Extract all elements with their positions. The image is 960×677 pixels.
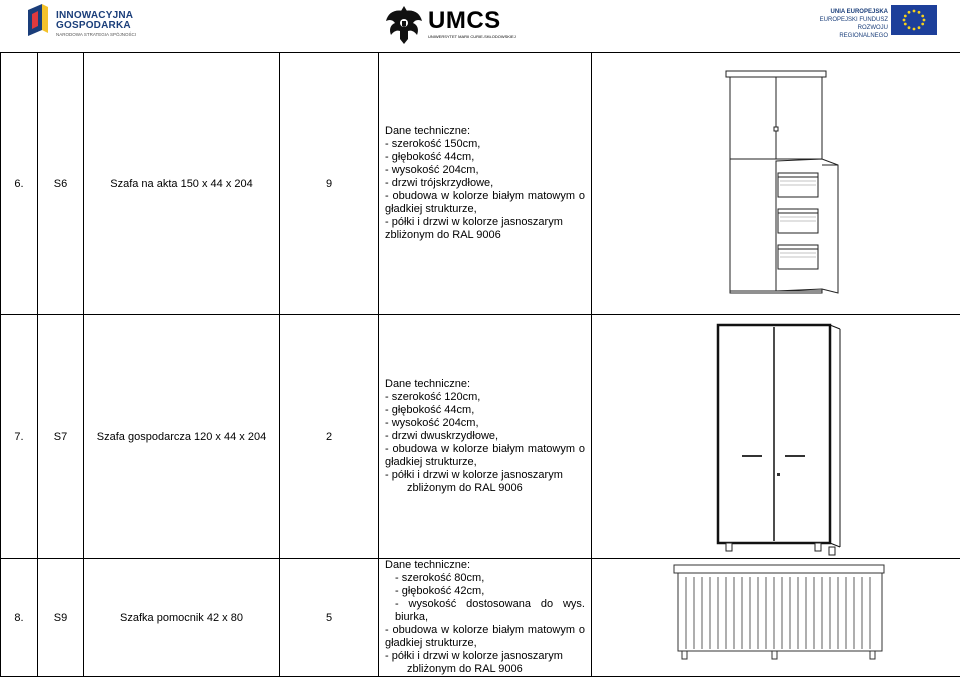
eu-logo-line3: ROZWOJU REGIONALNEGO xyxy=(808,24,888,40)
page-header xyxy=(0,0,960,50)
desc-line: Dane techniczne: xyxy=(385,378,585,391)
desc-line: - półki i drzwi w kolorze jasnoszarym xyxy=(385,469,585,482)
item-description xyxy=(379,559,592,677)
desc-line: - drzwi dwuskrzydłowe, xyxy=(385,430,585,443)
row-number: 6. xyxy=(1,53,38,315)
table-row xyxy=(1,315,960,559)
desc-line: - obudowa w kolorze białym matowym o gładkiej strukturze, xyxy=(385,190,585,216)
item-name: Szafa na akta 150 x 44 x 204 xyxy=(84,53,280,315)
item-description xyxy=(379,53,592,315)
sideboard-illustration xyxy=(672,563,886,663)
eu-flag-icon xyxy=(891,5,937,35)
item-code: S6 xyxy=(38,53,84,315)
eu-logo xyxy=(808,5,938,37)
desc-line: - szerokość 80cm, xyxy=(385,572,585,585)
item-name: Szafa gospodarcza 120 x 44 x 204 xyxy=(84,315,280,559)
desc-line: - obudowa w kolorze białym matowym o gładkiej strukturze, xyxy=(385,443,585,469)
desc-line: - drzwi trójskrzydłowe, xyxy=(385,177,585,190)
eu-logo-line1: UNIA EUROPEJSKA xyxy=(808,8,888,16)
eu-logo-line2: EUROPEJSKI FUNDUSZ xyxy=(808,16,888,24)
item-image-cell xyxy=(592,315,960,559)
desc-line: zbliżonym do RAL 9006 xyxy=(385,229,585,242)
desc-line: - szerokość 150cm, xyxy=(385,138,585,151)
innowacyjna-gospodarka-logo xyxy=(28,4,148,40)
item-image-cell xyxy=(592,559,960,677)
item-name: Szafka pomocnik 42 x 80 xyxy=(84,559,280,677)
eu-logo-text xyxy=(808,8,888,40)
item-code: S9 xyxy=(38,559,84,677)
file-cabinet-illustration xyxy=(720,69,850,299)
desc-line: - półki i drzwi w kolorze jasnoszarym xyxy=(385,216,585,229)
row-number: 7. xyxy=(1,315,38,559)
desc-line: - obudowa w kolorze białym matowym o gładkiej strukturze, xyxy=(385,624,585,650)
item-quantity: 9 xyxy=(280,53,379,315)
desc-line: - wysokość dostosowana do wys. biurka, xyxy=(385,598,585,624)
ig-logo-line2: GOSPODARKA xyxy=(56,21,131,31)
desc-line: - głębokość 44cm, xyxy=(385,404,585,417)
item-description xyxy=(379,315,592,559)
desc-line: zbliżonym do RAL 9006 xyxy=(385,482,585,495)
desc-line: zbliżonym do RAL 9006 xyxy=(385,663,585,676)
umcs-logo xyxy=(384,3,514,45)
umcs-logo-name: UMCS xyxy=(428,9,501,33)
umcs-logo-subtitle: UNIWERSYTET MARII CURIE-SKŁODOWSKIEJ xyxy=(428,34,516,39)
desc-line: - szerokość 120cm, xyxy=(385,391,585,404)
ig-logo-line1: INNOWACYJNA xyxy=(56,11,133,21)
table-row xyxy=(1,559,960,677)
desc-line: - głębokość 42cm, xyxy=(385,585,585,598)
row-number: 8. xyxy=(1,559,38,677)
table-row xyxy=(1,53,960,315)
item-quantity: 5 xyxy=(280,559,379,677)
specification-table xyxy=(0,52,960,677)
desc-line: Dane techniczne: xyxy=(385,125,585,138)
ig-logo-line3: NARODOWA STRATEGIA SPÓJNOŚCI xyxy=(56,32,136,37)
eagle-crest-icon xyxy=(384,3,424,45)
desc-line: - wysokość 204cm, xyxy=(385,417,585,430)
desc-line: - półki i drzwi w kolorze jasnoszarym xyxy=(385,650,585,663)
ig-logo-mark-icon xyxy=(28,4,48,36)
item-image-cell xyxy=(592,53,960,315)
desc-line: - głębokość 44cm, xyxy=(385,151,585,164)
desc-line: - wysokość 204cm, xyxy=(385,164,585,177)
item-code: S7 xyxy=(38,315,84,559)
utility-cabinet-illustration xyxy=(712,321,862,557)
item-quantity: 2 xyxy=(280,315,379,559)
desc-line: Dane techniczne: xyxy=(385,559,585,572)
